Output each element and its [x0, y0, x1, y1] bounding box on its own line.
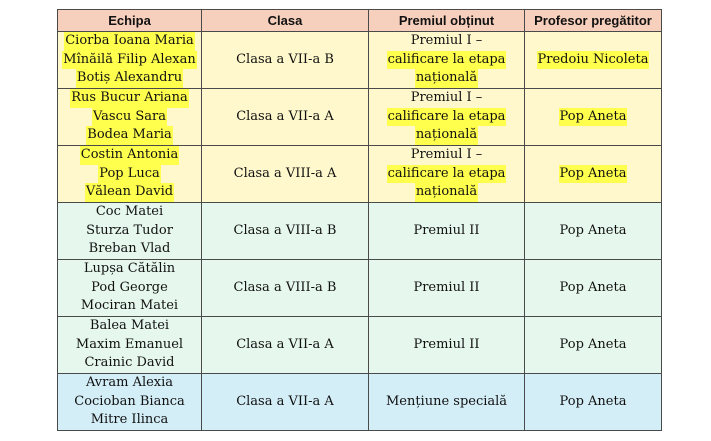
table-row [58, 32, 662, 89]
team-member: Mînăilă Filip Alexan [62, 51, 196, 70]
prize-line: calificare la etapa [387, 108, 507, 127]
table-row [58, 89, 662, 146]
table-row [58, 374, 662, 431]
prize-cell: Mențiune specială [369, 374, 525, 431]
prize-line: națională [415, 183, 478, 202]
class-cell: Clasa a VII-a A [202, 317, 369, 374]
prize-line: Premiul I – [410, 33, 483, 49]
prize-line: națională [415, 69, 478, 88]
teacher-cell: Pop Aneta [525, 317, 662, 374]
prize-line: calificare la etapa [387, 165, 507, 184]
team-cell [58, 374, 202, 431]
table-header [58, 10, 662, 32]
team-cell [58, 260, 202, 317]
team-member: Rus Bucur Ariana [70, 89, 189, 108]
header-class: Clasa [202, 10, 369, 32]
table-row [58, 203, 662, 260]
team-member: Maxim Emanuel [75, 336, 184, 352]
header-prize: Premiul obținut [369, 10, 525, 32]
class-cell: Clasa a VII-a A [202, 374, 369, 431]
prize-cell [369, 146, 525, 203]
teacher-cell [525, 89, 662, 146]
team-member: Costin Antonia [80, 146, 179, 165]
team-member: Crainic David [84, 355, 175, 371]
prize-line: calificare la etapa [387, 51, 507, 70]
team-cell [58, 32, 202, 89]
teacher-cell: Pop Aneta [525, 374, 662, 431]
table-row [58, 260, 662, 317]
team-member: Breban Vlad [88, 241, 171, 257]
prize-cell: Premiul II [369, 203, 525, 260]
prize-cell: Premiul II [369, 317, 525, 374]
prize-cell: Premiul II [369, 260, 525, 317]
class-cell: Clasa a VII-a B [202, 32, 369, 89]
table-body [58, 32, 662, 431]
team-member: Botiș Alexandru [76, 69, 183, 88]
class-cell: Clasa a VIII-a A [202, 146, 369, 203]
team-member: Sturza Tudor [86, 222, 173, 238]
prize-cell [369, 32, 525, 89]
prize-line: Premiul I – [410, 90, 483, 106]
team-member: Vascu Sara [92, 108, 167, 127]
team-member: Pod George [91, 279, 168, 295]
team-member: Coc Matei [95, 204, 164, 220]
team-member: Bodea Maria [86, 126, 172, 145]
team-member: Vălean David [85, 183, 174, 202]
header-teacher: Profesor pregătitor [525, 10, 662, 32]
header-team: Echipa [58, 10, 202, 32]
teacher-cell: Pop Aneta [525, 203, 662, 260]
teacher-name: Predoiu Nicoleta [537, 51, 650, 70]
teacher-cell [525, 146, 662, 203]
team-member: Cocioban Bianca [74, 393, 185, 409]
team-cell [58, 203, 202, 260]
class-cell: Clasa a VIII-a B [202, 260, 369, 317]
team-cell [58, 317, 202, 374]
team-member: Avram Alexia [85, 375, 174, 391]
prize-cell [369, 89, 525, 146]
team-cell [58, 89, 202, 146]
team-member: Mitre Ilinca [90, 412, 169, 428]
header-row [58, 10, 662, 32]
prize-line: națională [415, 126, 478, 145]
table-row [58, 146, 662, 203]
teacher-name: Pop Aneta [559, 108, 628, 127]
team-cell [58, 146, 202, 203]
team-member: Lupșa Cătălin [83, 261, 176, 277]
class-cell: Clasa a VIII-a B [202, 203, 369, 260]
teacher-name: Pop Aneta [559, 165, 628, 184]
team-member: Pop Luca [98, 165, 161, 184]
class-cell: Clasa a VII-a A [202, 89, 369, 146]
team-member: Mociran Matei [80, 298, 179, 314]
table-row [58, 317, 662, 374]
prize-line: Premiul I – [410, 147, 483, 163]
results-table [57, 9, 662, 431]
teacher-cell: Pop Aneta [525, 260, 662, 317]
team-member: Ciorba Ioana Maria [64, 32, 195, 51]
teacher-cell [525, 32, 662, 89]
team-member: Balea Matei [89, 318, 170, 334]
